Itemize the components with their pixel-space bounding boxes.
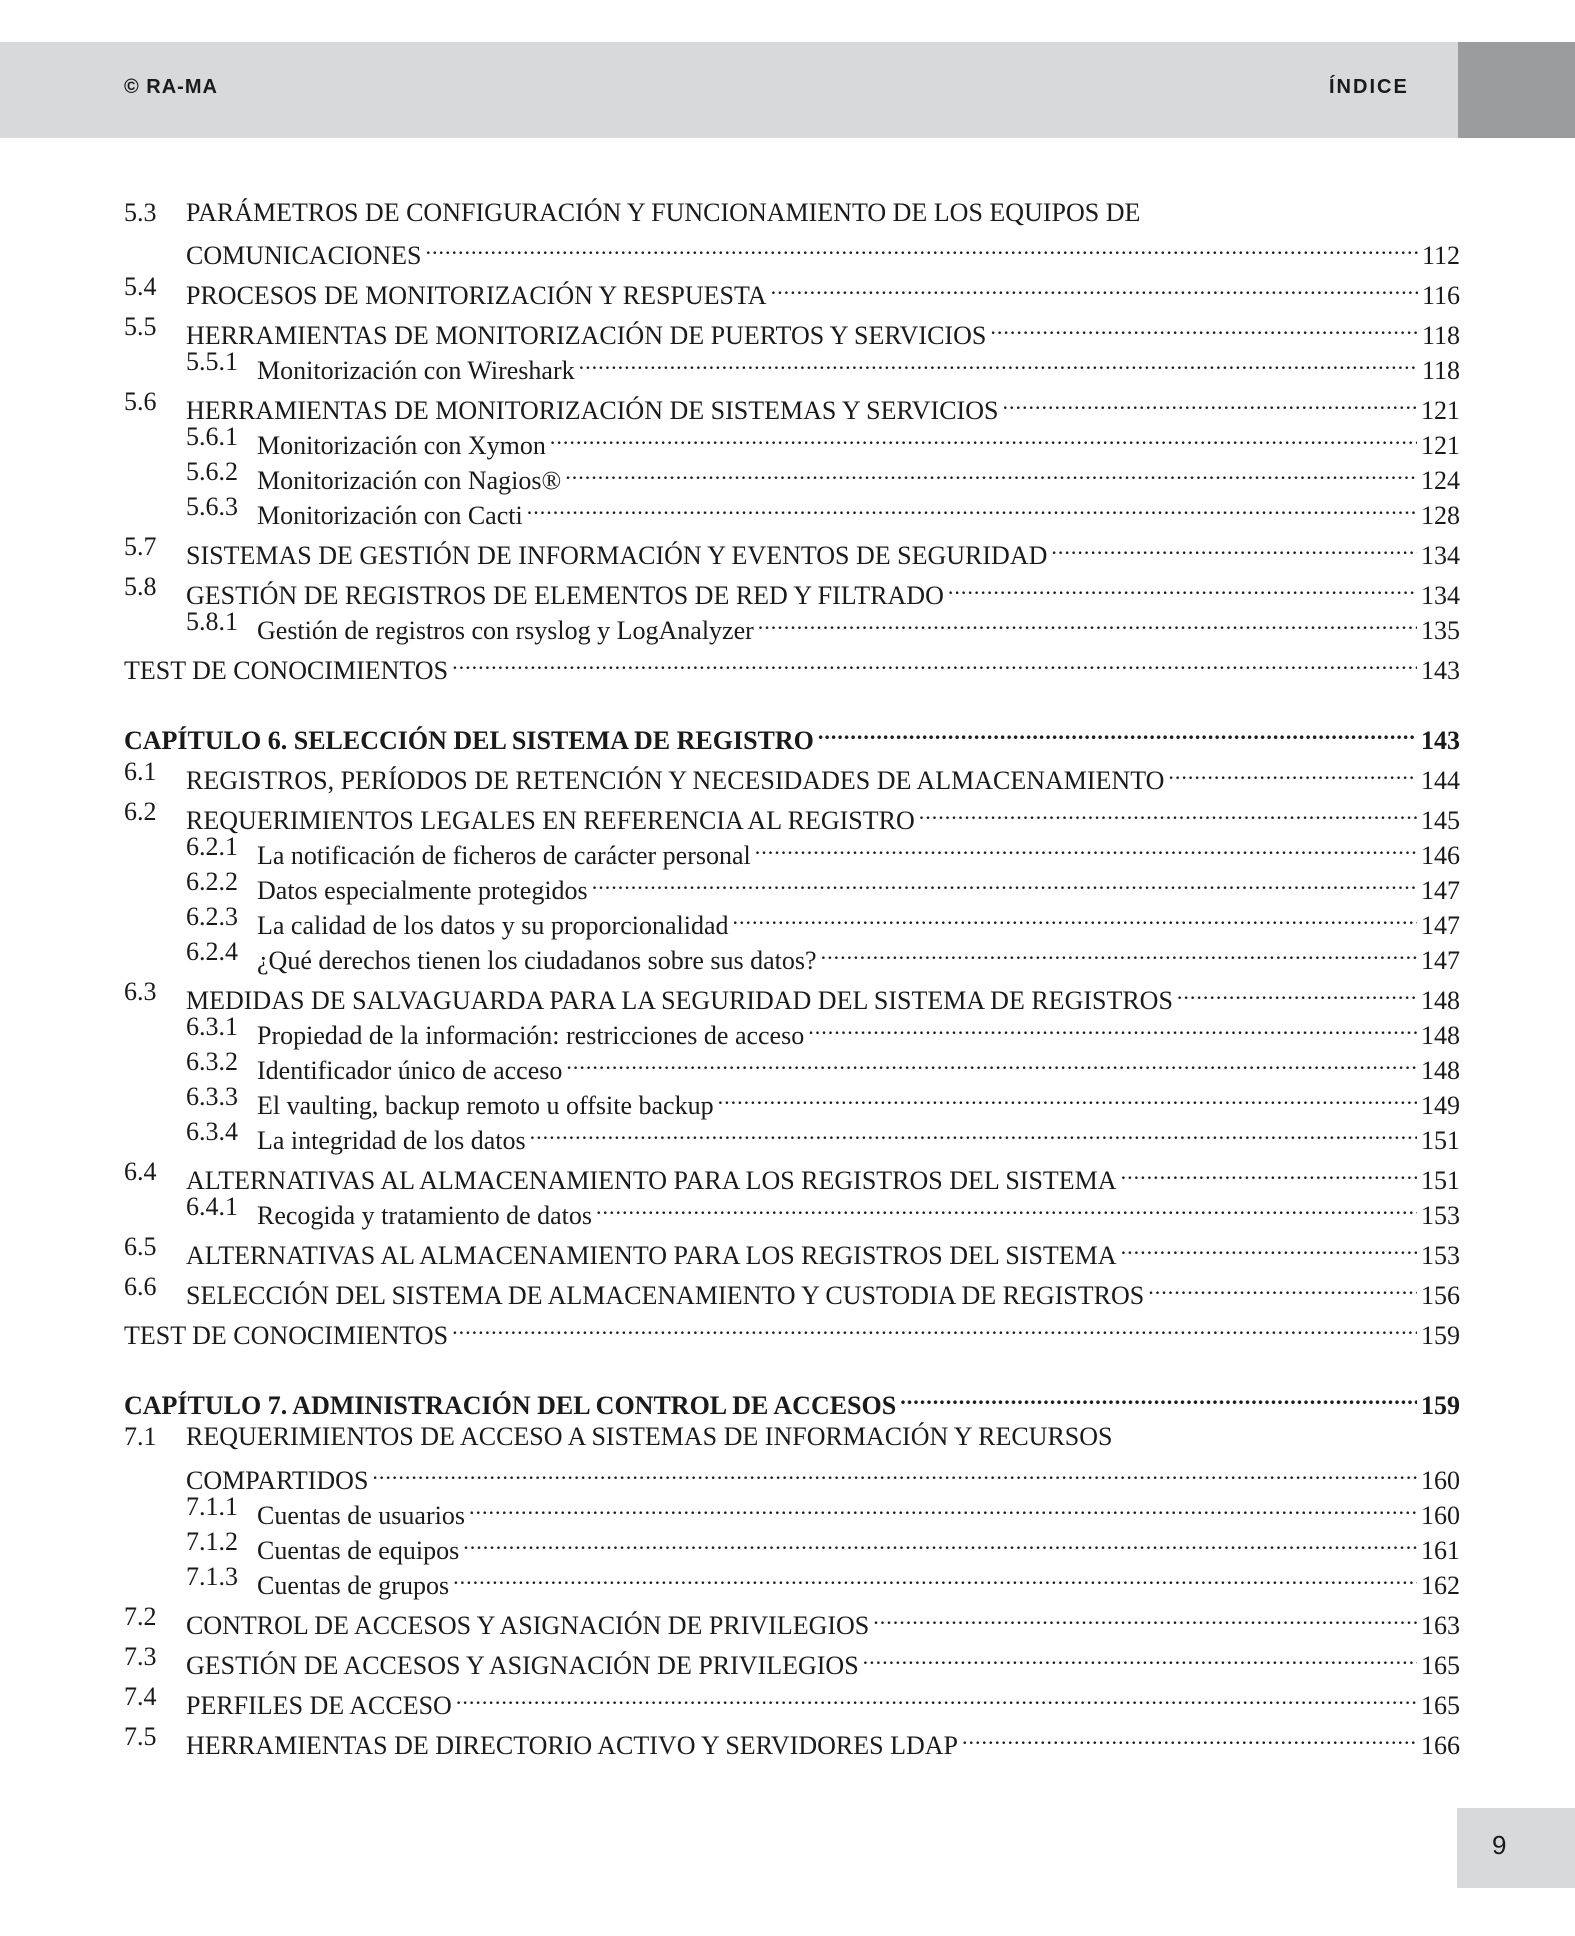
toc-entry-page: 153 (1421, 1241, 1460, 1270)
toc-entry-line (186, 1600, 1460, 1640)
toc-entry-number: 7.4 (124, 1682, 157, 1711)
toc-entry-page: 163 (1421, 1611, 1460, 1640)
toc-entry-number: 6.2.1 (186, 832, 238, 861)
dot-leader (732, 900, 1417, 934)
toc-entry-number: 6.2.3 (186, 902, 238, 931)
toc-entry[interactable] (124, 1190, 1460, 1230)
toc-entry-page: 145 (1421, 806, 1460, 835)
toc-entry-title: Datos especialmente protegidos (257, 876, 588, 905)
toc-entry-line (124, 715, 1460, 755)
toc-entry[interactable] (124, 1420, 1460, 1454)
dot-leader (469, 1490, 1417, 1524)
toc-entry-number: 7.1.3 (186, 1562, 238, 1591)
toc-entry-line (257, 1525, 1460, 1565)
dot-leader (566, 1045, 1417, 1079)
toc-entry-line (186, 1155, 1460, 1195)
toc-entry-number: 7.5 (124, 1722, 157, 1751)
toc-entry-number: 6.3.1 (186, 1012, 238, 1041)
toc-entry-title: TEST DE CONOCIMIENTOS (124, 1321, 449, 1350)
dot-leader (808, 1010, 1417, 1044)
dot-leader (1168, 755, 1417, 789)
toc-entry-title: CAPÍTULO 7. ADMINISTRACIÓN DEL CONTROL DE ACCESOS (124, 1391, 897, 1420)
dot-leader (452, 645, 1417, 679)
toc-entry-title: CONTROL DE ACCESOS Y ASIGNACIÓN DE PRIVILEGIOS (186, 1611, 870, 1640)
toc-entry-number: 6.2.4 (186, 937, 238, 966)
dot-leader (1002, 385, 1417, 419)
toc-entry-line (186, 570, 1460, 610)
toc-entry-line (124, 1380, 1460, 1420)
dot-leader (527, 490, 1417, 524)
toc-entry[interactable] (124, 1045, 1460, 1085)
toc-entry-number: 5.7 (124, 532, 157, 561)
toc-entry-page: 143 (1421, 726, 1460, 755)
toc-entry-title: Monitorización con Cacti (257, 501, 523, 530)
toc-entry-number: 6.1 (124, 757, 157, 786)
toc-entry[interactable] (124, 270, 1460, 310)
toc-entry-number: 5.6.3 (186, 492, 238, 521)
toc-entry[interactable] (124, 1310, 1460, 1350)
toc-entry-title: PERFILES DE ACCESO (186, 1691, 452, 1720)
toc-chapter-entry[interactable] (124, 1380, 1460, 1420)
dot-leader (873, 1600, 1417, 1634)
toc-chapter-entry[interactable] (124, 715, 1460, 755)
toc-entry-number: 6.4.1 (186, 1192, 238, 1221)
toc-entry-line (257, 1045, 1460, 1085)
toc-entry[interactable] (124, 1230, 1460, 1270)
dot-leader (463, 1525, 1417, 1559)
toc-entry-line (186, 385, 1460, 425)
toc-entry[interactable] (124, 830, 1460, 870)
toc-entry-title: Gestión de registros con rsyslog y LogAnalyzer (257, 616, 754, 645)
toc-entry-title: Identificador único de acceso (257, 1056, 563, 1085)
toc-entry-page: 147 (1421, 946, 1460, 975)
toc-entry-page: 165 (1421, 1651, 1460, 1680)
publisher-label: © RA-MA (124, 76, 218, 98)
dot-leader (579, 345, 1418, 379)
toc-entry[interactable] (124, 1155, 1460, 1195)
toc-entry-line (257, 605, 1460, 645)
toc-entry[interactable] (124, 1640, 1460, 1680)
toc-entry[interactable] (124, 570, 1460, 610)
toc-entry-number: 7.1 (124, 1422, 157, 1451)
toc-entry-line (186, 795, 1460, 835)
toc-entry-line (257, 865, 1460, 905)
dot-leader (755, 830, 1417, 864)
toc-entry-title: Cuentas de usuarios (257, 1501, 465, 1530)
toc-entry-title: GESTIÓN DE ACCESOS Y ASIGNACIÓN DE PRIVILEGIOS (186, 1651, 859, 1680)
toc-entry-title: La notificación de ficheros de carácter personal (257, 841, 751, 870)
dot-leader (530, 1115, 1417, 1149)
toc-entry-line (257, 900, 1460, 940)
toc-entry-page: 143 (1421, 656, 1460, 685)
toc-entry-page: 151 (1421, 1166, 1460, 1195)
toc-entry-number: 6.6 (124, 1272, 157, 1301)
toc-entry[interactable] (124, 900, 1460, 940)
dot-leader (456, 1680, 1417, 1714)
toc-entry-line (186, 975, 1460, 1015)
toc-entry-line (257, 490, 1460, 530)
dot-leader (962, 1720, 1417, 1754)
toc-entry-title: ALTERNATIVAS AL ALMACENAMIENTO PARA LOS REGISTROS DEL SISTEMA (186, 1166, 1117, 1195)
toc-entry[interactable] (124, 345, 1460, 385)
dot-leader (596, 1190, 1417, 1224)
section-title: ÍNDICE (1329, 76, 1409, 98)
toc-entry[interactable] (124, 1560, 1460, 1600)
toc-entry-title: PROCESOS DE MONITORIZACIÓN Y RESPUESTA (186, 281, 767, 310)
toc-entry-line (186, 1420, 1460, 1454)
toc-entry-page: 134 (1421, 541, 1460, 570)
toc-entry-line (186, 270, 1460, 310)
toc-entry-title: Propiedad de la información: restricciones de acceso (257, 1021, 805, 1050)
dot-leader (919, 795, 1417, 829)
dot-leader (592, 865, 1417, 899)
dot-leader (1121, 1230, 1417, 1264)
toc-entry-number: 7.1.1 (186, 1492, 238, 1521)
toc-entry-title: PARÁMETROS DE CONFIGURACIÓN Y FUNCIONAMIENTO DE LOS EQUIPOS DE (186, 198, 1141, 227)
page-number: 9 (1492, 1830, 1507, 1860)
toc-entry-title: Monitorización con Xymon (257, 431, 546, 460)
running-header-bar (0, 42, 1458, 138)
dot-leader (900, 1380, 1417, 1414)
dot-leader (565, 455, 1417, 489)
toc-entry-page: 146 (1421, 841, 1460, 870)
page-number-box (1457, 1808, 1575, 1888)
toc-entry[interactable] (124, 1010, 1460, 1050)
dot-leader (1177, 975, 1417, 1009)
toc-entry[interactable] (124, 605, 1460, 645)
toc-entry-title: Cuentas de grupos (257, 1571, 450, 1600)
dot-leader (718, 1080, 1417, 1114)
dot-leader (758, 605, 1417, 639)
toc-entry-page: 135 (1421, 616, 1460, 645)
toc-entry-page: 161 (1421, 1536, 1460, 1565)
dot-leader (453, 1560, 1417, 1594)
toc-entry-number: 7.1.2 (186, 1527, 238, 1556)
toc-entry-number: 6.3.3 (186, 1082, 238, 1111)
toc-entry-line (257, 420, 1460, 460)
toc-entry-number: 5.5 (124, 312, 157, 341)
toc-entry-title: CAPÍTULO 6. SELECCIÓN DEL SISTEMA DE REGISTRO (124, 726, 814, 755)
toc-entry-title: TEST DE CONOCIMIENTOS (124, 656, 449, 685)
toc-entry-line (186, 1230, 1460, 1270)
toc-entry-line (124, 1310, 1460, 1350)
toc-entry-page: 166 (1421, 1731, 1460, 1760)
toc-entry-line (257, 1490, 1460, 1530)
dot-leader (771, 270, 1418, 304)
toc-entry-line (257, 1190, 1460, 1230)
toc-entry[interactable] (124, 865, 1460, 905)
toc-entry-title: ¿Qué derechos tienen los ciudadanos sobre sus datos? (257, 946, 817, 975)
toc-entry-title: MEDIDAS DE SALVAGUARDA PARA LA SEGURIDAD DEL SISTEMA DE REGISTROS (186, 986, 1173, 1015)
toc-entry-title: REQUERIMIENTOS DE ACCESO A SISTEMAS DE INFORMACIÓN Y RECURSOS (186, 1422, 1113, 1451)
toc-entry-number: 5.8 (124, 572, 157, 601)
toc-entry-title: HERRAMIENTAS DE DIRECTORIO ACTIVO Y SERVIDORES LDAP (186, 1731, 959, 1760)
dot-leader (1148, 1270, 1417, 1304)
toc-entry-line (186, 1270, 1460, 1310)
toc-entry[interactable] (124, 1455, 1460, 1495)
toc-entry-title: La integridad de los datos (257, 1126, 526, 1155)
dot-leader (1121, 1155, 1417, 1189)
toc-entry-number: 6.2 (124, 797, 157, 826)
toc-entry-page: 148 (1421, 1021, 1460, 1050)
toc-entry[interactable] (124, 455, 1460, 495)
toc-entry[interactable] (124, 975, 1460, 1015)
toc-entry[interactable] (124, 1680, 1460, 1720)
toc-entry-line (186, 310, 1460, 350)
toc-entry-title: HERRAMIENTAS DE MONITORIZACIÓN DE SISTEMAS Y SERVICIOS (186, 396, 999, 425)
toc-entry[interactable] (124, 1115, 1460, 1155)
toc-entry-number: 6.2.2 (186, 867, 238, 896)
toc-entry-title: ALTERNATIVAS AL ALMACENAMIENTO PARA LOS REGISTROS DEL SISTEMA (186, 1241, 1117, 1270)
toc-entry-line (124, 645, 1460, 685)
toc-entry-number: 6.3.2 (186, 1047, 238, 1076)
toc-entry[interactable] (124, 1525, 1460, 1565)
toc-entry-page: 149 (1421, 1091, 1460, 1120)
header-tab (1458, 42, 1575, 138)
toc-entry-page: 121 (1421, 431, 1460, 460)
toc-entry-title: Recogida y tratamiento de datos (257, 1201, 593, 1230)
dot-leader (863, 1640, 1417, 1674)
toc-entry[interactable] (124, 1600, 1460, 1640)
dot-leader (372, 1455, 1417, 1489)
toc-entry[interactable] (124, 490, 1460, 530)
dot-leader (990, 310, 1418, 344)
toc-entry[interactable] (124, 530, 1460, 570)
toc-entry-line (257, 1010, 1460, 1050)
toc-entry[interactable] (124, 935, 1460, 975)
toc-entry-page: 162 (1421, 1571, 1460, 1600)
toc-entry-title: Monitorización con Nagios® (257, 466, 562, 495)
toc-entry-number: 5.6.2 (186, 457, 238, 486)
toc-entry[interactable] (124, 755, 1460, 795)
toc-entry[interactable] (124, 1080, 1460, 1120)
toc-entry-page: 148 (1421, 986, 1460, 1015)
toc-entry-page: 116 (1421, 281, 1460, 310)
toc-entry-page: 124 (1421, 466, 1460, 495)
toc-entry-page: 160 (1421, 1466, 1460, 1495)
toc-entry-page: 153 (1421, 1201, 1460, 1230)
toc-entry-page: 160 (1421, 1501, 1460, 1530)
dot-leader (1051, 530, 1417, 564)
toc-entry-number: 5.6 (124, 387, 157, 416)
toc-entry-number: 7.2 (124, 1602, 157, 1631)
toc-entry[interactable] (124, 310, 1460, 350)
toc-entry-number: 6.4 (124, 1157, 157, 1186)
toc-entry-line (186, 1640, 1460, 1680)
toc-entry-page: 118 (1421, 356, 1460, 385)
toc-entry[interactable] (124, 1720, 1460, 1760)
toc-entry-title: Monitorización con Wireshark (257, 356, 575, 385)
toc-entry-page: 147 (1421, 876, 1460, 905)
toc-entry[interactable] (124, 196, 1460, 230)
toc-entry-line (186, 230, 1460, 270)
toc-entry[interactable] (124, 385, 1460, 425)
toc-entry-page: 121 (1421, 396, 1460, 425)
toc-entry[interactable] (124, 420, 1460, 460)
toc-entry-line (257, 830, 1460, 870)
toc-entry-page: 147 (1421, 911, 1460, 940)
toc-entry-title: La calidad de los datos y su proporcionalidad (257, 911, 729, 940)
toc-entry-page: 165 (1421, 1691, 1460, 1720)
toc-entry-line (186, 1680, 1460, 1720)
toc-entry-line (257, 935, 1460, 975)
dot-leader (452, 1310, 1417, 1344)
toc-entry-number: 5.4 (124, 272, 157, 301)
toc-entry[interactable] (124, 1490, 1460, 1530)
toc-entry-title: REGISTROS, PERÍODOS DE RETENCIÓN Y NECESIDADES DE ALMACENAMIENTO (186, 766, 1165, 795)
toc-entry-page: 159 (1421, 1391, 1460, 1420)
toc-entry-line (186, 530, 1460, 570)
toc-entry-line (257, 1080, 1460, 1120)
toc-entry-line (257, 455, 1460, 495)
toc-entry-page: 134 (1421, 581, 1460, 610)
toc-entry-page: 112 (1421, 241, 1460, 270)
toc-entry-title: REQUERIMIENTOS LEGALES EN REFERENCIA AL REGISTRO (186, 806, 915, 835)
toc-entry-line (257, 345, 1460, 385)
toc-entry-title: COMUNICACIONES (186, 241, 422, 270)
toc-entry-number: 6.3.4 (186, 1117, 238, 1146)
dot-leader (425, 230, 1417, 264)
toc-entry-number: 6.3 (124, 977, 157, 1006)
toc-entry-page: 159 (1421, 1321, 1460, 1350)
toc-entry-page: 118 (1421, 321, 1460, 350)
toc-entry-number: 5.3 (124, 198, 157, 227)
toc-entry-title: HERRAMIENTAS DE MONITORIZACIÓN DE PUERTOS Y SERVICIOS (186, 321, 987, 350)
toc-entry-line (186, 1720, 1460, 1760)
toc-entry[interactable] (124, 230, 1460, 270)
toc-entry-number: 7.3 (124, 1642, 157, 1671)
dot-leader (818, 715, 1417, 749)
toc-entry-number: 6.5 (124, 1232, 157, 1261)
toc-entry-title: COMPARTIDOS (186, 1466, 369, 1495)
toc-entry-line (257, 1115, 1460, 1155)
toc-entry-page: 156 (1421, 1281, 1460, 1310)
toc-entry-number: 5.6.1 (186, 422, 238, 451)
toc-entry-page: 151 (1421, 1126, 1460, 1155)
toc-entry-page: 128 (1421, 501, 1460, 530)
dot-leader (948, 570, 1417, 604)
toc-entry[interactable] (124, 795, 1460, 835)
toc-entry[interactable] (124, 1270, 1460, 1310)
toc-entry-title: El vaulting, backup remoto u offsite backup (257, 1091, 714, 1120)
toc-entry-page: 148 (1421, 1056, 1460, 1085)
toc-entry[interactable] (124, 645, 1460, 685)
toc-entry-title: SELECCIÓN DEL SISTEMA DE ALMACENAMIENTO Y CUSTODIA DE REGISTROS (186, 1281, 1145, 1310)
toc-entry-title: GESTIÓN DE REGISTROS DE ELEMENTOS DE RED Y FILTRADO (186, 581, 944, 610)
toc-entry-line (186, 755, 1460, 795)
toc-entry-title: SISTEMAS DE GESTIÓN DE INFORMACIÓN Y EVENTOS DE SEGURIDAD (186, 541, 1048, 570)
toc-entry-page: 144 (1421, 766, 1460, 795)
toc-entry-line (186, 196, 1460, 230)
toc-entry-line (257, 1560, 1460, 1600)
toc-entry-number: 5.5.1 (186, 347, 238, 376)
toc-entry-line (186, 1455, 1460, 1495)
dot-leader (550, 420, 1417, 454)
toc-entry-title: Cuentas de equipos (257, 1536, 460, 1565)
toc-entry-number: 5.8.1 (186, 607, 238, 636)
dot-leader (821, 935, 1417, 969)
